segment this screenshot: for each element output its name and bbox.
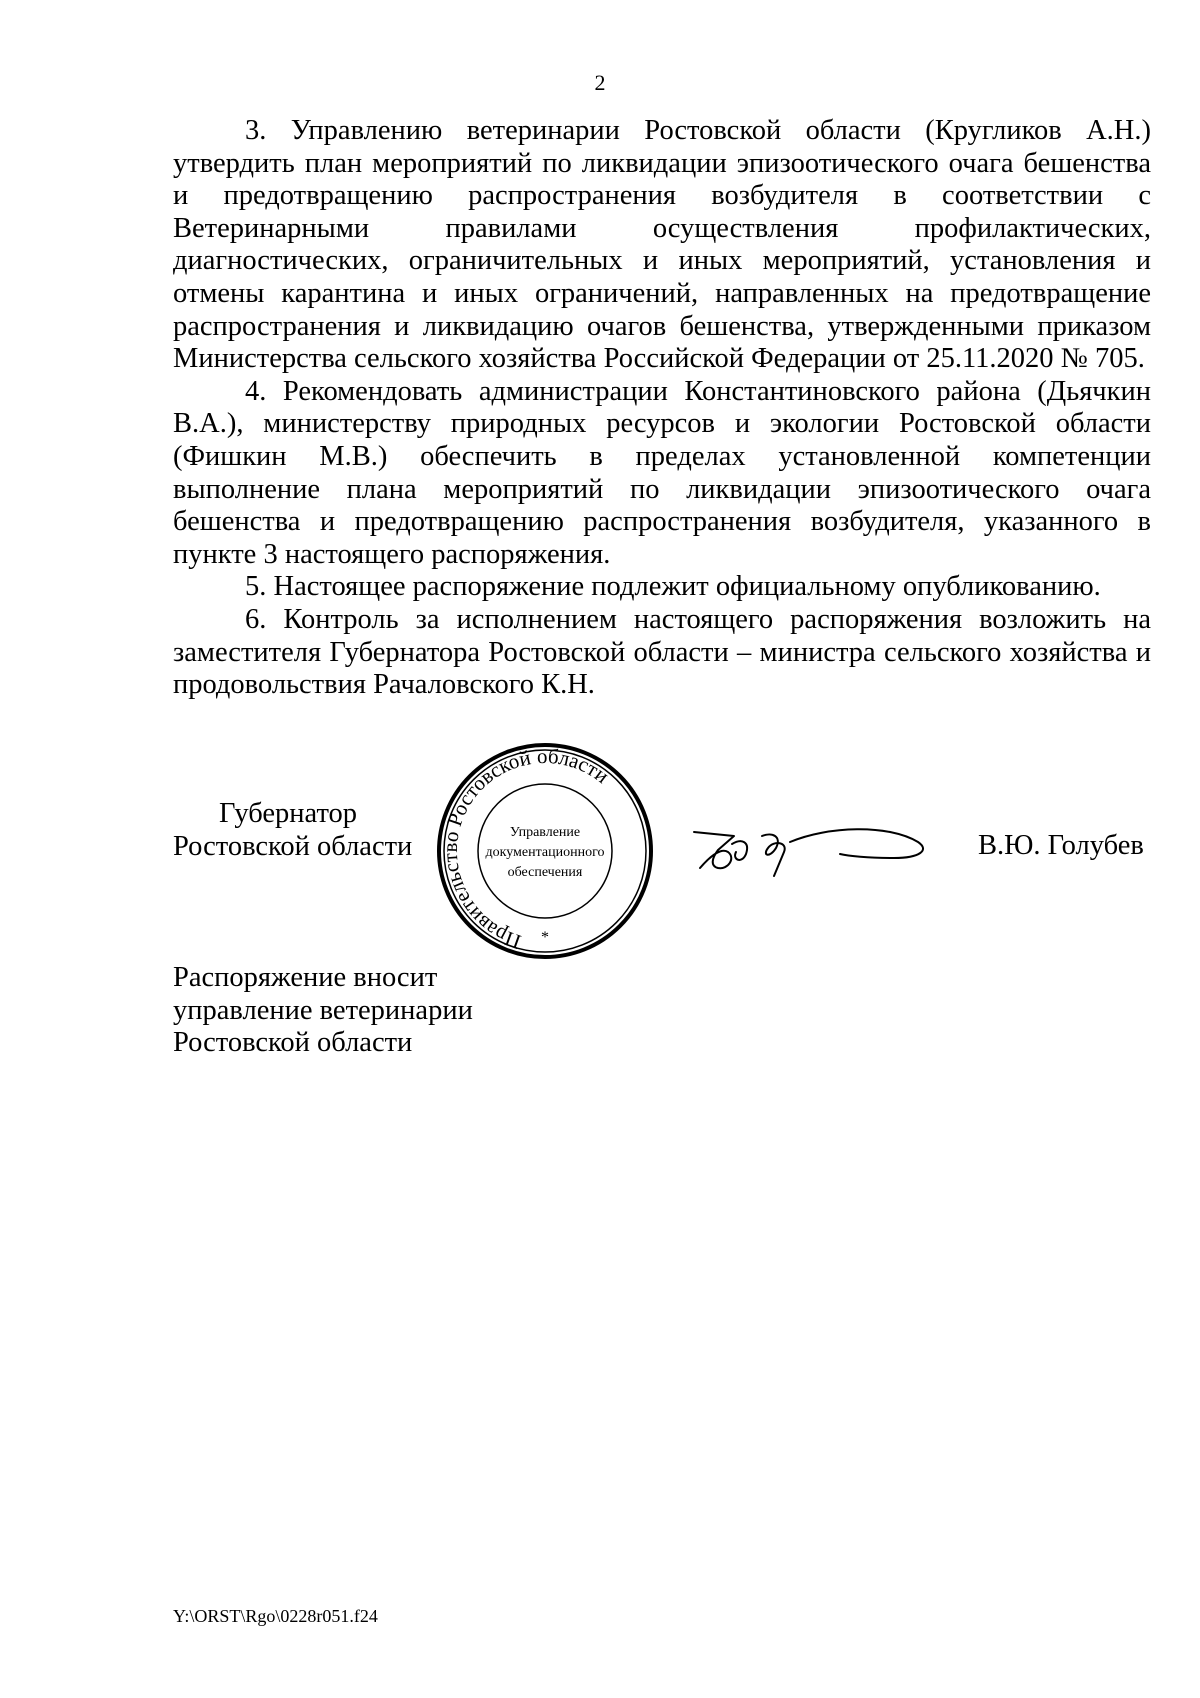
submitter-note — [173, 962, 473, 1060]
official-seal — [436, 742, 654, 960]
paragraph-item-5: 5. Настоящее распоряжение подлежит официальному опубликованию. — [245, 571, 1101, 603]
seal-outer-text: Правительство Ростовской области — [437, 743, 614, 955]
seal-inner-line-2: документационного — [485, 845, 605, 860]
file-path: Y:\ORST\Rgo\0228r051.f24 — [173, 1606, 378, 1626]
signer-name: В.Ю. Голубев — [978, 830, 1144, 861]
submitter-line-3: Ростовской области — [173, 1027, 413, 1059]
seal-inner-line-3: обеспечения — [507, 865, 583, 880]
seal-inner-line-1: Управление — [509, 825, 581, 840]
seal-star: * — [541, 929, 549, 946]
submitter-line-1: Распоряжение вносит — [173, 962, 438, 993]
position-line-1: Губернатор — [219, 798, 358, 829]
paragraph-item-6: 6. Контроль за исполнением настоящего распоряжения возложить на заместителя Губернатора Ростовской области – министра сельского хозяйства и продовольствия Рачаловского К.Н. — [173, 603, 1151, 701]
position-line-2: Ростовской области — [173, 830, 413, 862]
signatory-position — [173, 798, 412, 863]
paragraph-item-3: 3. Управлению ветеринарии Ростовской области (Кругликов А.Н.) утвердить план мероприятий по ликвидации эпизоотического очага бешенства и предотвращению распространения возбудителя в соответствии с Ветеринарными правилами осуществления профилактических, диагностических, ограничительных и иных мероприятий, установления и отмены карантина и иных ограничений, направленных на предотвращение распространения и ликвидацию очагов бешенства, утвержденными приказом Министерства сельского хозяйства Российской Федерации от 25.11.2020 № 705. — [173, 115, 1151, 375]
page-number: 2 — [594, 70, 606, 95]
handwritten-signature — [688, 816, 936, 880]
paragraph-item-4: 4. Рекомендовать администрации Константиновского района (Дьячкин В.А.), министерству природных ресурсов и экологии Ростовской области (Фишкин М.В.) обеспечить в пределах установленной компетенции выполнение плана мероприятий по ликвидации эпизоотического очага бешенства и предотвращению распространения возбудителя, указанного в пункте 3 настоящего распоряжения. — [173, 375, 1151, 570]
submitter-line-2: управление ветеринарии — [173, 994, 473, 1026]
document-body — [173, 115, 1151, 702]
